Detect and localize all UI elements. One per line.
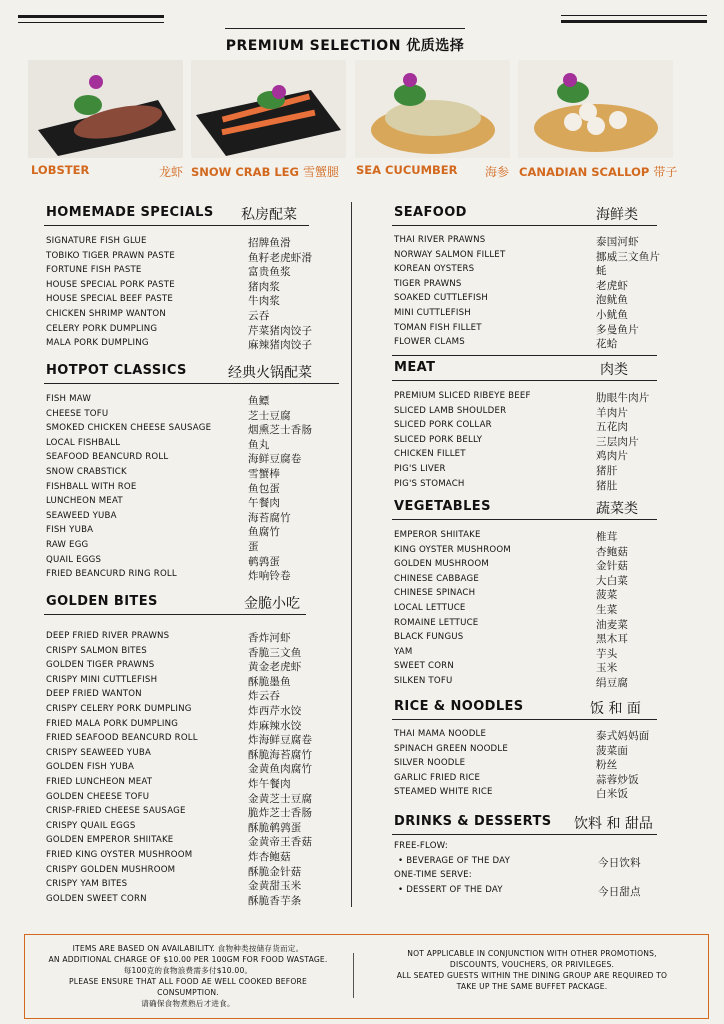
item-name-zh: 炸午餐肉: [248, 777, 291, 790]
list-item: [44, 481, 339, 496]
list-item: [392, 602, 657, 617]
item-name: LOCAL LETTUCE: [394, 602, 466, 613]
list-item: [44, 849, 306, 864]
list-item: [44, 630, 306, 645]
list-item: [44, 510, 339, 525]
item-name-zh: 杏鲍菇: [596, 545, 629, 558]
item-name-zh: 金黄甜玉米: [248, 880, 302, 893]
list-item: [44, 703, 306, 718]
list-item: [392, 278, 657, 293]
list-item: [44, 761, 313, 776]
list-item: [44, 451, 339, 466]
item-name: DEEP FRIED RIVER PRAWNS: [46, 631, 170, 641]
scallop-photo: [518, 60, 673, 158]
caption-snow-crab: SNOW CRAB LEG 雪蟹腿: [191, 165, 339, 179]
caption-lobster: LOBSTER: [31, 163, 90, 177]
sea-cucumber-photo: [355, 60, 510, 158]
top-right-bar: [561, 15, 707, 16]
item-name: MINI CUTTLEFISH: [394, 307, 471, 318]
item-name: SILVER NOODLE: [394, 758, 466, 769]
item-name-zh: 海鲜豆腐卷: [248, 453, 302, 466]
vegetables-title: VEGETABLES: [394, 499, 491, 514]
item-name-zh: 白米饭: [596, 788, 629, 801]
item-name-zh: 油麦菜: [596, 618, 629, 631]
item-name-zh: 老虎虾: [596, 279, 629, 292]
item-name: GOLDEN TIGER PRAWNS: [46, 660, 155, 671]
top-left-bar: [18, 15, 164, 18]
item-name-zh: 玉米: [596, 662, 618, 675]
item-name-zh: 金黄芝士豆腐: [248, 792, 313, 805]
item-name-zh: 海苔腐竹: [248, 511, 291, 524]
list-item: [44, 568, 339, 583]
vegetables-title-zh: 蔬菜类: [596, 501, 638, 517]
item-name: FISHBALL WITH ROE: [46, 481, 137, 492]
item-name-zh: 三层肉片: [596, 435, 639, 448]
item-name: LUNCHEON MEAT: [46, 496, 123, 507]
item-name: CRISPY QUAIL EGGS: [46, 820, 136, 831]
top-right-bar-thick: [561, 20, 707, 23]
footer-divider: [353, 953, 354, 998]
item-name-zh: 花蛤: [596, 338, 618, 351]
item-name: CHEESE TOFU: [46, 408, 109, 419]
golden-section: [44, 592, 313, 907]
drinks-title-zh: 饮料 和 甜品: [574, 816, 653, 832]
meat-title-zh: 肉类: [600, 362, 628, 378]
item-name: SLICED LAMB SHOULDER: [394, 405, 507, 416]
list-item: [44, 323, 313, 338]
item-name-zh: 芝士豆腐: [248, 409, 291, 422]
list-item: [392, 728, 657, 743]
item-name: SWEET CORN: [394, 661, 454, 672]
item-name: ROMAINE LETTUCE: [394, 617, 479, 628]
item-name-zh: 猪肉浆: [248, 280, 281, 293]
item-name-zh: 金黄帝王香菇: [248, 836, 313, 849]
item-name: MALA PORK DUMPLING: [46, 338, 149, 349]
item-name: CRISPY GOLDEN MUSHROOM: [46, 864, 176, 875]
item-name: FRIED LUNCHEON MEAT: [46, 776, 153, 787]
item-name: FLOWER CLAMS: [394, 337, 465, 348]
meat-header: [392, 358, 657, 381]
drinks-section: [392, 812, 657, 898]
item-name-zh: 香炸河虾: [248, 632, 291, 644]
list-item: [392, 307, 657, 322]
item-name: GOLDEN FISH YUBA: [46, 762, 135, 773]
item-name: SPINACH GREEN NOODLE: [394, 743, 508, 754]
list-item: [392, 419, 657, 434]
rice-header: [392, 697, 657, 720]
item-name: DEEP FRIED WANTON: [46, 689, 142, 700]
item-name: GOLDEN MUSHROOM: [394, 559, 489, 570]
list-item: [392, 322, 657, 337]
list-item: [44, 250, 313, 265]
item-name: GOLDEN EMPEROR SHIITAKE: [46, 835, 174, 846]
list-item: [392, 660, 657, 675]
list-item: [392, 448, 657, 463]
item-name-zh: 酥脆墨鱼: [248, 675, 291, 688]
item-name-zh: 炸杏鲍菇: [248, 850, 291, 863]
list-item: [392, 478, 657, 493]
item-name-zh: 生菜: [596, 603, 618, 616]
list-item: [392, 675, 657, 690]
item-name: PIG'S LIVER: [394, 463, 446, 474]
item-name: FRIED MALA PORK DUMPLING: [46, 718, 179, 729]
item-name: KOREAN OYSTERS: [394, 264, 475, 275]
item-name-zh: 泰国河虾: [596, 236, 639, 248]
list-item: [392, 631, 657, 646]
rice-title-zh: 饭 和 面: [590, 701, 641, 717]
item-name: CHICKEN SHRIMP WANTON: [46, 308, 166, 319]
item-name-zh: 蒜蓉炒饭: [596, 773, 639, 786]
item-name-zh: 泰式妈妈面: [596, 730, 650, 742]
item-name-zh: 多曼鱼片: [596, 323, 639, 336]
rice-section: [392, 697, 657, 801]
item-name: TIGER PRAWNS: [394, 278, 462, 289]
caption-scallop: CANADIAN SCALLOP 带子: [519, 165, 678, 179]
item-name-zh: 蛋: [248, 540, 259, 553]
item-name: CRISPY MINI CUTTLEFISH: [46, 674, 158, 685]
list-item: [44, 718, 306, 733]
list-item: [44, 659, 306, 674]
item-name-zh: 粉丝: [596, 759, 618, 772]
seafood-title: SEAFOOD: [394, 205, 467, 220]
item-name-zh: 小鱿鱼: [596, 308, 629, 321]
list-item: [392, 617, 657, 632]
list-item: [392, 390, 657, 405]
item-name: RAW EGG: [46, 539, 89, 550]
item-name-zh: 炸西芹水饺: [248, 704, 302, 717]
list-item: [392, 772, 657, 787]
hotpot-header: [44, 361, 339, 384]
caption-sea-cucumber-zh: 海参: [485, 165, 510, 179]
seafood-header: [392, 203, 657, 226]
list-item: [44, 554, 339, 569]
list-item: [44, 422, 339, 437]
list-item: [392, 249, 661, 264]
item-name-zh: 大白菜: [596, 574, 629, 587]
item-name: FORTUNE FISH PASTE: [46, 265, 142, 276]
item-name-zh: 酥脆金针菇: [248, 865, 302, 878]
item-name-zh: 烟熏芝士香肠: [248, 424, 313, 437]
caption-sea-cucumber: SEA CUCUMBER: [356, 163, 458, 177]
item-name: GOLDEN CHEESE TOFU: [46, 791, 150, 802]
premium-selection-title: PREMIUM SELECTION 优质选择: [225, 28, 465, 55]
homemade-header: [44, 203, 309, 226]
golden-header: [44, 592, 306, 615]
list-item: [44, 308, 309, 323]
list-item: [392, 234, 657, 249]
lobster-photo: [28, 60, 183, 158]
list-item: [44, 864, 306, 879]
hotpot-section: [44, 361, 339, 583]
golden-title-zh: 金脆小吃: [244, 596, 300, 612]
list-item: [44, 805, 313, 820]
item-name-zh: 鸡肉片: [596, 450, 629, 463]
list-item: [44, 337, 313, 352]
list-item: [44, 834, 313, 849]
item-name: SMOKED CHICKEN CHEESE SAUSAGE: [46, 423, 212, 434]
list-item: [392, 558, 657, 573]
item-name-zh: 鱼包蛋: [248, 482, 281, 495]
item-name-zh: 金针菇: [596, 560, 629, 573]
seafood-section: [392, 203, 661, 351]
footer-left: ITEMS ARE BASED ON AVAILABILITY. 食物种类按储存货而定。 AN ADDITIONAL CHARGE OF $10.00 PER 100GM FOR FOOD WASTAGE. 每100克的食物浪费需多付$10.00。 PLEASE ENSURE THAT ALL FOOD AE WELL COOKED BEFORE CONSUMPTION. 请确保食物煮熟后才进食。: [48, 944, 328, 1008]
item-name-zh: 富贵鱼浆: [248, 266, 291, 279]
item-name-zh: 蚝: [596, 265, 607, 278]
item-name-zh: 雪蟹棒: [248, 467, 281, 480]
item-name-zh: 菠菜: [596, 589, 618, 602]
item-name-zh: 炸响铃卷: [248, 570, 291, 583]
seafood-title-zh: 海鲜类: [596, 207, 638, 223]
free-flow-label: FREE-FLOW:: [394, 841, 448, 851]
item-name: TOBIKO TIGER PRAWN PASTE: [46, 250, 175, 261]
item-name-zh: 芹菜猪肉饺子: [248, 324, 313, 337]
list-item: [44, 645, 306, 660]
item-name: CHICKEN FILLET: [394, 449, 466, 460]
item-name-zh: 猪肚: [596, 479, 618, 492]
list-item: [392, 544, 657, 559]
item-name: GARLIC FRIED RICE: [394, 772, 481, 783]
hotpot-title: HOTPOT CLASSICS: [46, 363, 187, 378]
item-name: FRIED BEANCURD RING ROLL: [46, 569, 177, 580]
list-item: [44, 466, 339, 481]
item-name: BLACK FUNGUS: [394, 632, 464, 643]
item-name-zh: 五花肉: [596, 421, 629, 434]
item-name: PIG'S STOMACH: [394, 478, 465, 489]
item-name: THAI MAMA NOODLE: [394, 729, 487, 739]
column-divider: [351, 202, 352, 907]
footer-right: NOT APPLICABLE IN CONJUNCTION WITH OTHER PROMOTIONS, DISCOUNTS, VOUCHERS, OR PRIVILEGES. ALL SEATED GUESTS WITHIN THE DINING GROUP ARE REQUIRED TO TAKE UP THE SAME BUFFET PACKAGE.: [396, 949, 668, 991]
item-name: TOMAN FISH FILLET: [394, 322, 482, 333]
item-name: HOUSE SPECIAL BEEF PASTE: [46, 294, 174, 305]
list-item: [44, 820, 306, 835]
item-name-zh: 羊肉片: [596, 406, 629, 419]
list-item: [392, 786, 657, 801]
item-name: CRISP-FRIED CHEESE SAUSAGE: [46, 806, 186, 817]
item-name: KING OYSTER MUSHROOM: [394, 544, 511, 555]
item-name: SEAWEED YUBA: [46, 510, 117, 521]
item-name: SILKEN TOFU: [394, 675, 453, 686]
item-name: CRISPY SALMON BITES: [46, 645, 147, 656]
item-name: STEAMED WHITE RICE: [394, 787, 493, 798]
item-name: SLICED PORK BELLY: [394, 434, 483, 445]
list-item: [392, 646, 657, 661]
item-name-zh: 炸云吞: [248, 690, 281, 703]
list-item: [392, 434, 657, 449]
list-item: [392, 757, 657, 772]
list-item: [44, 747, 313, 762]
list-item: [44, 674, 306, 689]
hotpot-title-zh: 经典火锅配菜: [228, 365, 312, 381]
item-name: FISH YUBA: [46, 525, 94, 536]
item-name-zh: 鱼丸: [248, 438, 270, 451]
list-item: [44, 524, 339, 539]
homemade-section: [44, 203, 313, 352]
list-item: [44, 264, 309, 279]
item-name: CRISPY YAM BITES: [46, 879, 128, 890]
item-name-zh: 炸海鲜豆腐卷: [248, 734, 313, 747]
list-item: [44, 495, 339, 510]
item-name: FRIED SEAFOOD BEANCURD ROLL: [46, 733, 198, 744]
item-name: SEAFOOD BEANCURD ROLL: [46, 452, 169, 463]
item-name-zh: 牛肉浆: [248, 295, 281, 308]
item-name-zh: 招牌鱼滑: [248, 237, 291, 249]
vegetables-section: [392, 497, 657, 690]
vegetables-header: [392, 497, 657, 520]
item-name: CHINESE CABBAGE: [394, 573, 479, 584]
item-name: SLICED PORK COLLAR: [394, 420, 492, 431]
item-name-zh: 香脆三文鱼: [248, 646, 302, 659]
item-name-zh: 酥脆香芋条: [248, 894, 302, 907]
item-name-zh: 鱼鳔: [248, 395, 270, 407]
item-name-zh: 芋头: [596, 647, 618, 660]
item-name: NORWAY SALMON FILLET: [394, 249, 506, 260]
one-time-label: ONE-TIME SERVE:: [394, 870, 472, 881]
list-item: [44, 437, 339, 452]
list-item: [392, 529, 657, 544]
list-item: [392, 263, 657, 278]
list-item: [392, 743, 657, 758]
list-item: [392, 405, 657, 420]
item-name: CHINESE SPINACH: [394, 588, 476, 599]
item-name: EMPEROR SHIITAKE: [394, 530, 481, 540]
list-item: [392, 573, 657, 588]
item-name: FISH MAW: [46, 394, 92, 404]
item-name-zh: 脆炸芝士香肠: [248, 807, 313, 820]
item-name: FRIED KING OYSTER MUSHROOM: [46, 849, 193, 860]
item-name-zh: 绢豆腐: [596, 676, 629, 689]
item-name-zh: 炸麻辣水饺: [248, 719, 302, 732]
item-name-zh: 黑木耳: [596, 633, 629, 646]
item-name: QUAIL EGGS: [46, 554, 102, 565]
list-item: • DESSERT OF THE DAY 今日甜点: [392, 884, 657, 899]
list-item: [44, 878, 306, 893]
list-item: [44, 408, 339, 423]
drinks-title: DRINKS & DESSERTS: [394, 814, 552, 829]
section-top-rule: [392, 355, 657, 356]
item-name-zh: 挪威三文鱼片: [596, 250, 661, 263]
meat-title: MEAT: [394, 360, 436, 375]
item-name-zh: 酥脆鹌鹑蛋: [248, 821, 302, 834]
item-name-zh: 泡鱿鱼: [596, 294, 629, 307]
item-name-zh: 鱼腐竹: [248, 526, 281, 539]
item-name-zh: 椎茸: [596, 531, 618, 543]
item-name-zh: 鱼籽老虎虾滑: [248, 251, 313, 264]
list-item: [44, 893, 306, 908]
top-left-bar-thin: [18, 22, 164, 23]
list-item: • BEVERAGE OF THE DAY 今日饮料: [392, 855, 657, 870]
list-item: [44, 688, 306, 703]
meat-section: [392, 355, 657, 492]
item-name: SIGNATURE FISH GLUE: [46, 236, 147, 246]
item-name: THAI RIVER PRAWNS: [394, 235, 486, 245]
list-item: [44, 791, 313, 806]
list-item: [44, 539, 339, 554]
item-name-zh: 云吞: [248, 309, 270, 322]
item-name: GOLDEN SWEET CORN: [46, 893, 147, 904]
item-name-zh: 酥脆海苔腐竹: [248, 748, 313, 761]
item-name-zh: 猪肝: [596, 464, 618, 477]
list-item: [44, 393, 339, 408]
list-item: [392, 463, 657, 478]
item-name-zh: 黄金老虎虾: [248, 661, 302, 674]
homemade-title-zh: 私房配菜: [241, 207, 297, 223]
list-item: [44, 293, 309, 308]
item-name: CRISPY CELERY PORK DUMPLING: [46, 703, 192, 714]
item-name: HOUSE SPECIAL PORK PASTE: [46, 279, 175, 290]
footer-notice: [24, 934, 709, 1019]
list-item: [392, 292, 657, 307]
list-item: [44, 279, 309, 294]
item-name-zh: 鹌鹑蛋: [248, 555, 281, 568]
item-name-zh: 肋眼牛肉片: [596, 392, 650, 404]
item-name: CELERY PORK DUMPLING: [46, 323, 158, 334]
snow-crab-photo: [191, 60, 346, 158]
list-item: [44, 732, 313, 747]
item-name-zh: 菠菜面: [596, 744, 629, 757]
item-name: SOAKED CUTTLEFISH: [394, 293, 489, 304]
item-name-zh: 午餐肉: [248, 497, 281, 510]
item-name: SNOW CRABSTICK: [46, 466, 127, 477]
drinks-header: [392, 812, 657, 835]
list-item: [44, 235, 309, 250]
item-name: YAM: [394, 646, 413, 657]
list-item: [44, 776, 306, 791]
item-name-zh: 麻辣猪肉饺子: [248, 339, 313, 352]
item-name: LOCAL FISHBALL: [46, 437, 121, 448]
list-item: [392, 587, 657, 602]
item-name: PREMIUM SLICED RIBEYE BEEF: [394, 391, 531, 401]
homemade-title: HOMEMADE SPECIALS: [46, 205, 214, 220]
item-name-zh: 金黄鱼肉腐竹: [248, 763, 313, 776]
caption-lobster-zh: 龙虾: [159, 165, 184, 179]
golden-title: GOLDEN BITES: [46, 594, 158, 609]
item-name: CRISPY SEAWEED YUBA: [46, 747, 152, 758]
list-item: [392, 336, 657, 351]
rice-title: RICE & NOODLES: [394, 699, 524, 714]
